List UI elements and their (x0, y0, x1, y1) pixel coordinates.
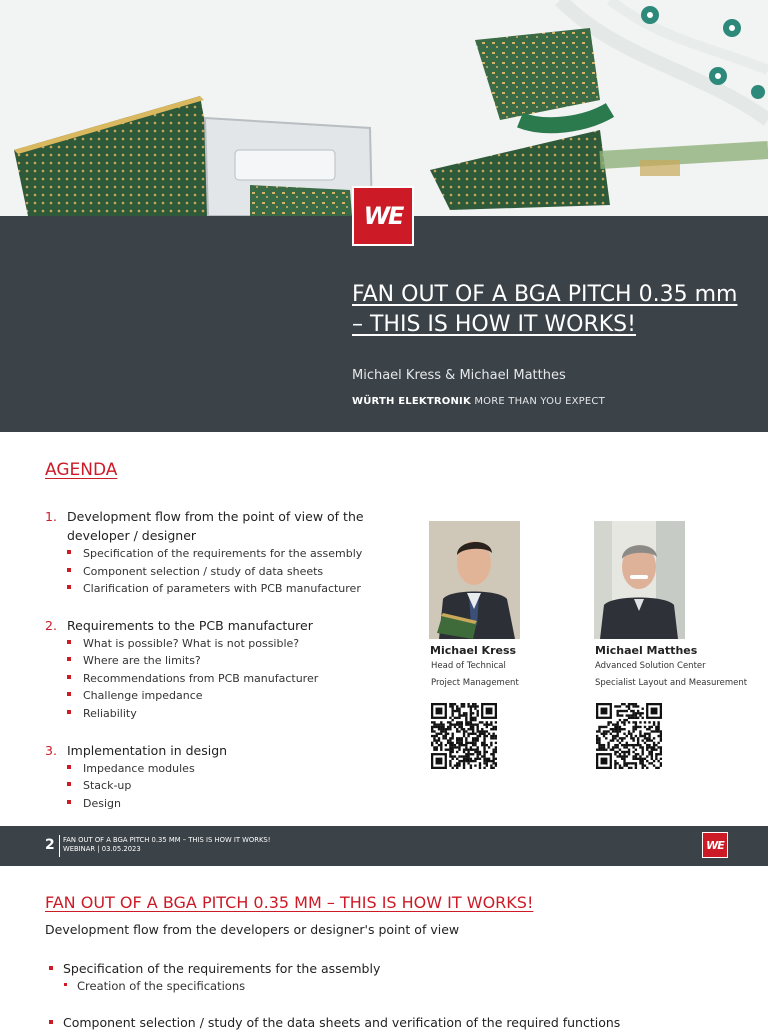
brand-name: WÜRTH ELEKTRONIK (352, 396, 471, 407)
agenda-item-1-continued: developer / designer (67, 528, 197, 543)
agenda-subitem (67, 777, 131, 794)
bullet-item (49, 1015, 620, 1030)
footer-title: FAN OUT OF A BGA PITCH 0.35 MM – THIS IS HOW IT WORKS! (63, 836, 271, 844)
agenda-label: Development flow from the point of view of the (67, 509, 364, 524)
footer-subtitle: WEBINAR | 03.05.2023 (63, 845, 141, 853)
we-logo-text: WE (706, 838, 724, 852)
agenda-subitem (67, 705, 137, 722)
bullet-square-icon (67, 550, 71, 554)
agenda-number: 2. (45, 618, 57, 633)
bullet-square-icon (67, 585, 71, 589)
speaker-name: Michael Matthes (595, 644, 698, 657)
agenda-subitem (67, 760, 195, 777)
bullet-dot-icon (64, 983, 67, 986)
speaker-role: Advanced Solution Center (595, 661, 706, 671)
agenda-subitem-text: Reliability (83, 707, 137, 720)
bullet-square-icon (67, 657, 71, 661)
bullet-square-icon (67, 640, 71, 644)
bullet-square-icon (67, 782, 71, 786)
speaker-role: Project Management (431, 678, 519, 688)
agenda-number: 3. (45, 743, 57, 758)
agenda-subitem (67, 635, 299, 652)
agenda-subitem-text: Impedance modules (83, 762, 195, 775)
bullet-item (49, 961, 380, 976)
bullet-text: Specification of the requirements for the assembly (63, 961, 381, 976)
speaker-photo-kress (429, 521, 520, 639)
agenda-item-2 (45, 616, 313, 635)
presentation-title: FAN OUT OF A BGA PITCH 0.35 mm – THIS IS HOW IT WORKS! (352, 282, 738, 337)
bullet-square-icon (67, 765, 71, 769)
agenda-item-3 (45, 741, 227, 760)
bullet-square-icon (49, 966, 53, 970)
agenda-subitem (67, 687, 203, 704)
slide-title: FAN OUT OF A BGA PITCH 0.35 MM – THIS IS HOW IT WORKS! (45, 893, 534, 912)
slide-subtitle: Development flow from the developers or designer's point of view (45, 922, 460, 937)
agenda-subitem (67, 652, 201, 669)
bullet-text: Component selection / study of the data sheets and verification of the required functions (63, 1015, 621, 1030)
authors: Michael Kress & Michael Matthes (352, 368, 566, 383)
agenda-subitem-text: Specification of the requirements for the assembly (83, 547, 363, 560)
agenda-subitem-text: Challenge impedance (83, 689, 203, 702)
agenda-subitem (67, 795, 121, 812)
we-logo-text: WE (363, 202, 403, 230)
agenda-label: Implementation in design (67, 743, 228, 758)
qr-code[interactable] (596, 703, 662, 769)
qr-code[interactable] (431, 703, 497, 769)
footer-divider (59, 835, 60, 857)
agenda-subitem-text: Clarification of parameters with PCB manufacturer (83, 582, 361, 595)
bullet-square-icon (67, 692, 71, 696)
we-logo (702, 832, 728, 858)
agenda-item-1 (45, 507, 364, 526)
agenda-subitem (67, 580, 361, 597)
we-logo (352, 186, 414, 246)
brand-line (352, 396, 605, 407)
agenda-subitem-text: Where are the limits? (83, 654, 201, 667)
bullet-square-icon (67, 568, 71, 572)
agenda-subitem-text: Stack-up (83, 779, 132, 792)
agenda-label: Requirements to the PCB manufacturer (67, 618, 313, 633)
bullet-square-icon (67, 675, 71, 679)
page-number: 2 (45, 837, 55, 853)
speaker-role: Head of Technical (431, 661, 506, 671)
agenda-subitem-text: Component selection / study of data sheets (83, 565, 324, 578)
speaker-name: Michael Kress (430, 644, 517, 657)
speaker-role: Specialist Layout and Measurement (595, 678, 748, 688)
bullet-square-icon (67, 800, 71, 804)
brand-tagline: MORE THAN YOU EXPECT (474, 396, 605, 407)
agenda-number: 1. (45, 509, 57, 524)
agenda-subitem-text: What is possible? What is not possible? (83, 637, 300, 650)
agenda-subitem-text: Design (83, 797, 121, 810)
agenda-subitem (67, 670, 318, 687)
sub-bullet-text: Creation of the specifications (77, 979, 246, 993)
sub-bullet-item (64, 979, 245, 993)
footer-title-block (63, 836, 270, 854)
agenda-title: AGENDA (45, 460, 118, 480)
agenda-subitem (67, 563, 323, 580)
agenda-subitem-text: Recommendations from PCB manufacturer (83, 672, 319, 685)
bullet-square-icon (49, 1020, 53, 1024)
agenda-subitem (67, 545, 362, 562)
speaker-photo-matthes (594, 521, 685, 639)
hero-pcb-image (0, 0, 768, 216)
bullet-square-icon (67, 710, 71, 714)
